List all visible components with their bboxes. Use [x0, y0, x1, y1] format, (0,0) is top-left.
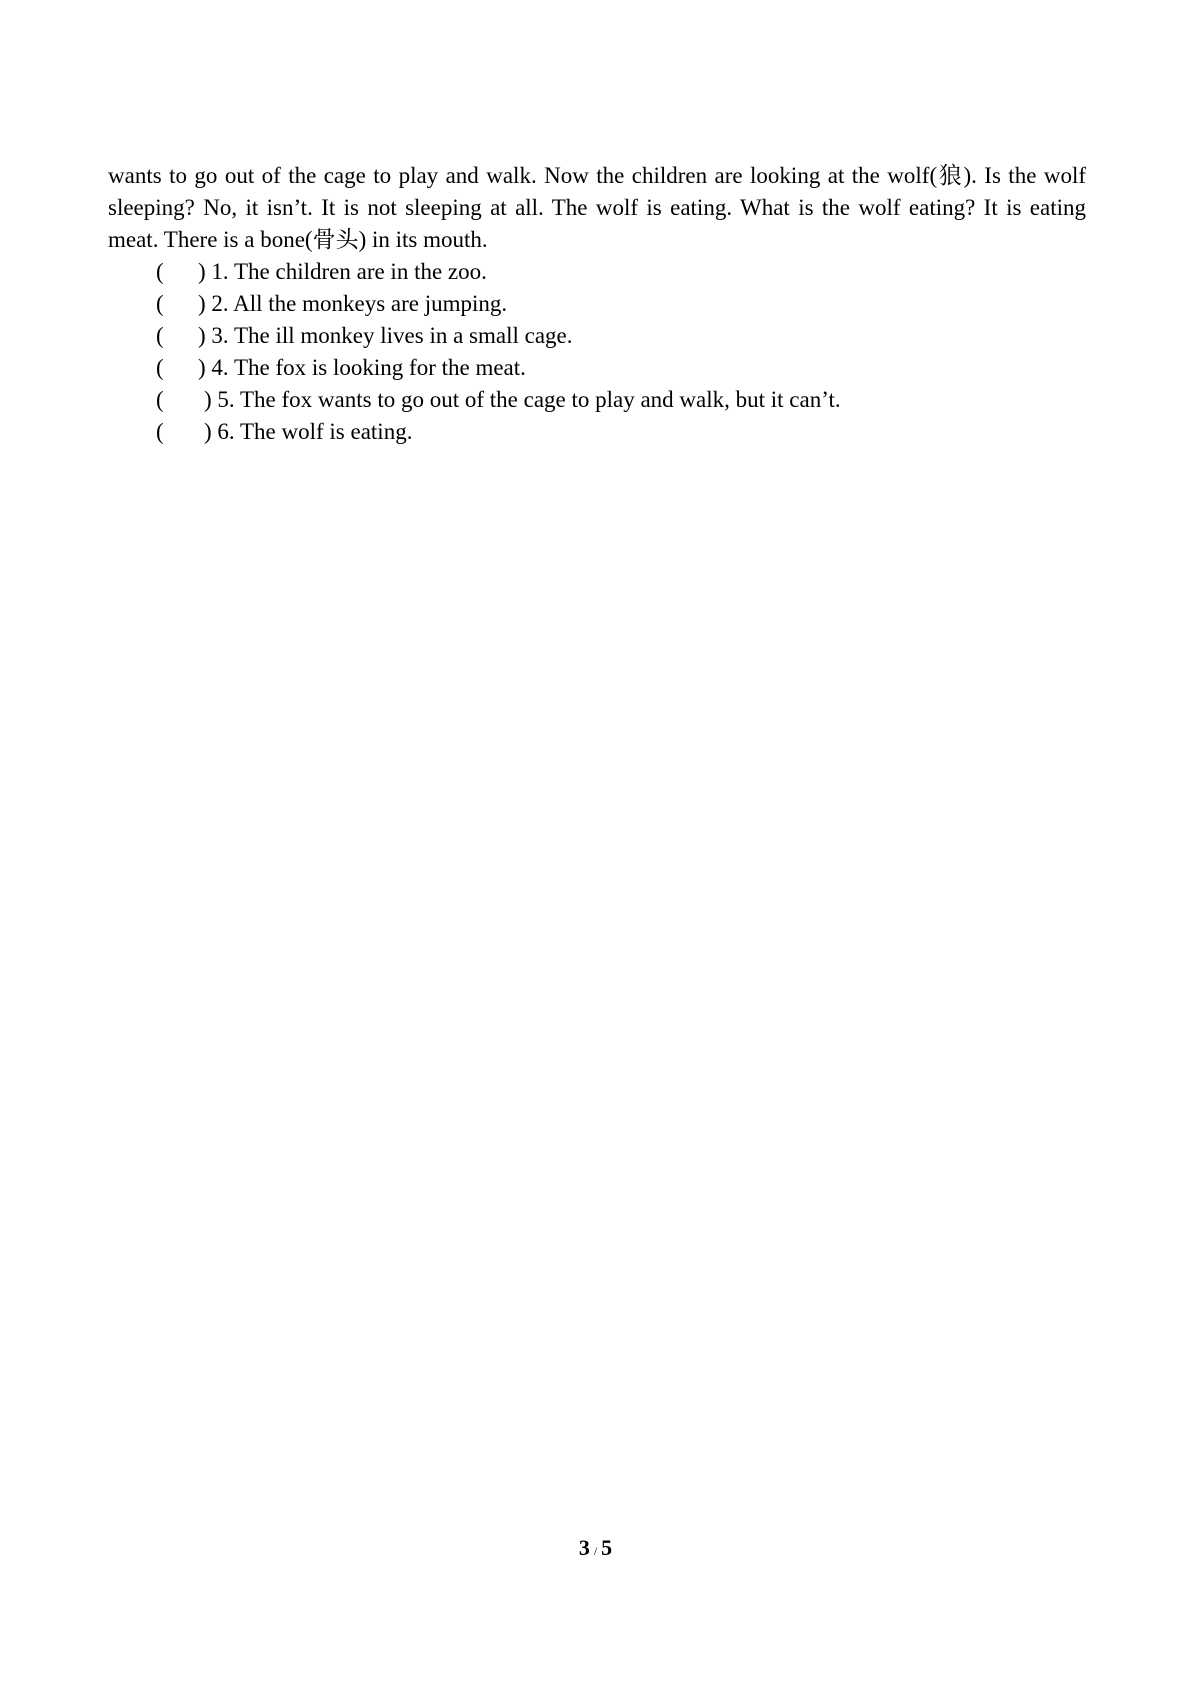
question-text: ) 3. The ill monkey lives in a small cage. — [198, 323, 573, 348]
page-number — [0, 1533, 1191, 1566]
question-text: ) 1. The children are in the zoo. — [198, 259, 487, 284]
answer-blank: ( — [156, 259, 164, 284]
question-item — [156, 352, 841, 384]
current-page: 3 — [578, 1535, 590, 1560]
answer-blank: ( — [156, 323, 164, 348]
true-false-questions — [156, 256, 841, 448]
question-item — [156, 288, 841, 320]
question-text: ) 5. The fox wants to go out of the cage to play and walk, but it can’t. — [204, 387, 841, 412]
question-item — [156, 416, 841, 448]
answer-blank: ( — [156, 419, 164, 444]
answer-blank: ( — [156, 291, 164, 316]
question-item — [156, 320, 841, 352]
question-text: ) 2. All the monkeys are jumping. — [198, 291, 508, 316]
answer-blank: ( — [156, 355, 164, 380]
question-text: ) 6. The wolf is eating. — [204, 419, 413, 444]
question-text: ) 4. The fox is looking for the meat. — [198, 355, 526, 380]
question-item — [156, 384, 841, 416]
reading-passage: wants to go out of the cage to play and walk. Now the children are looking at the wolf(狼). Is the wolf sleeping? No, it isn’t. It is not sleeping at all. The wolf is eating. What is the wolf eating? It is eating meat. There is a bone(骨头) in its mouth. — [108, 163, 1086, 252]
answer-blank: ( — [156, 387, 164, 412]
total-pages: 5 — [601, 1535, 613, 1560]
question-item — [156, 256, 841, 288]
page-separator: / — [593, 1544, 598, 1558]
